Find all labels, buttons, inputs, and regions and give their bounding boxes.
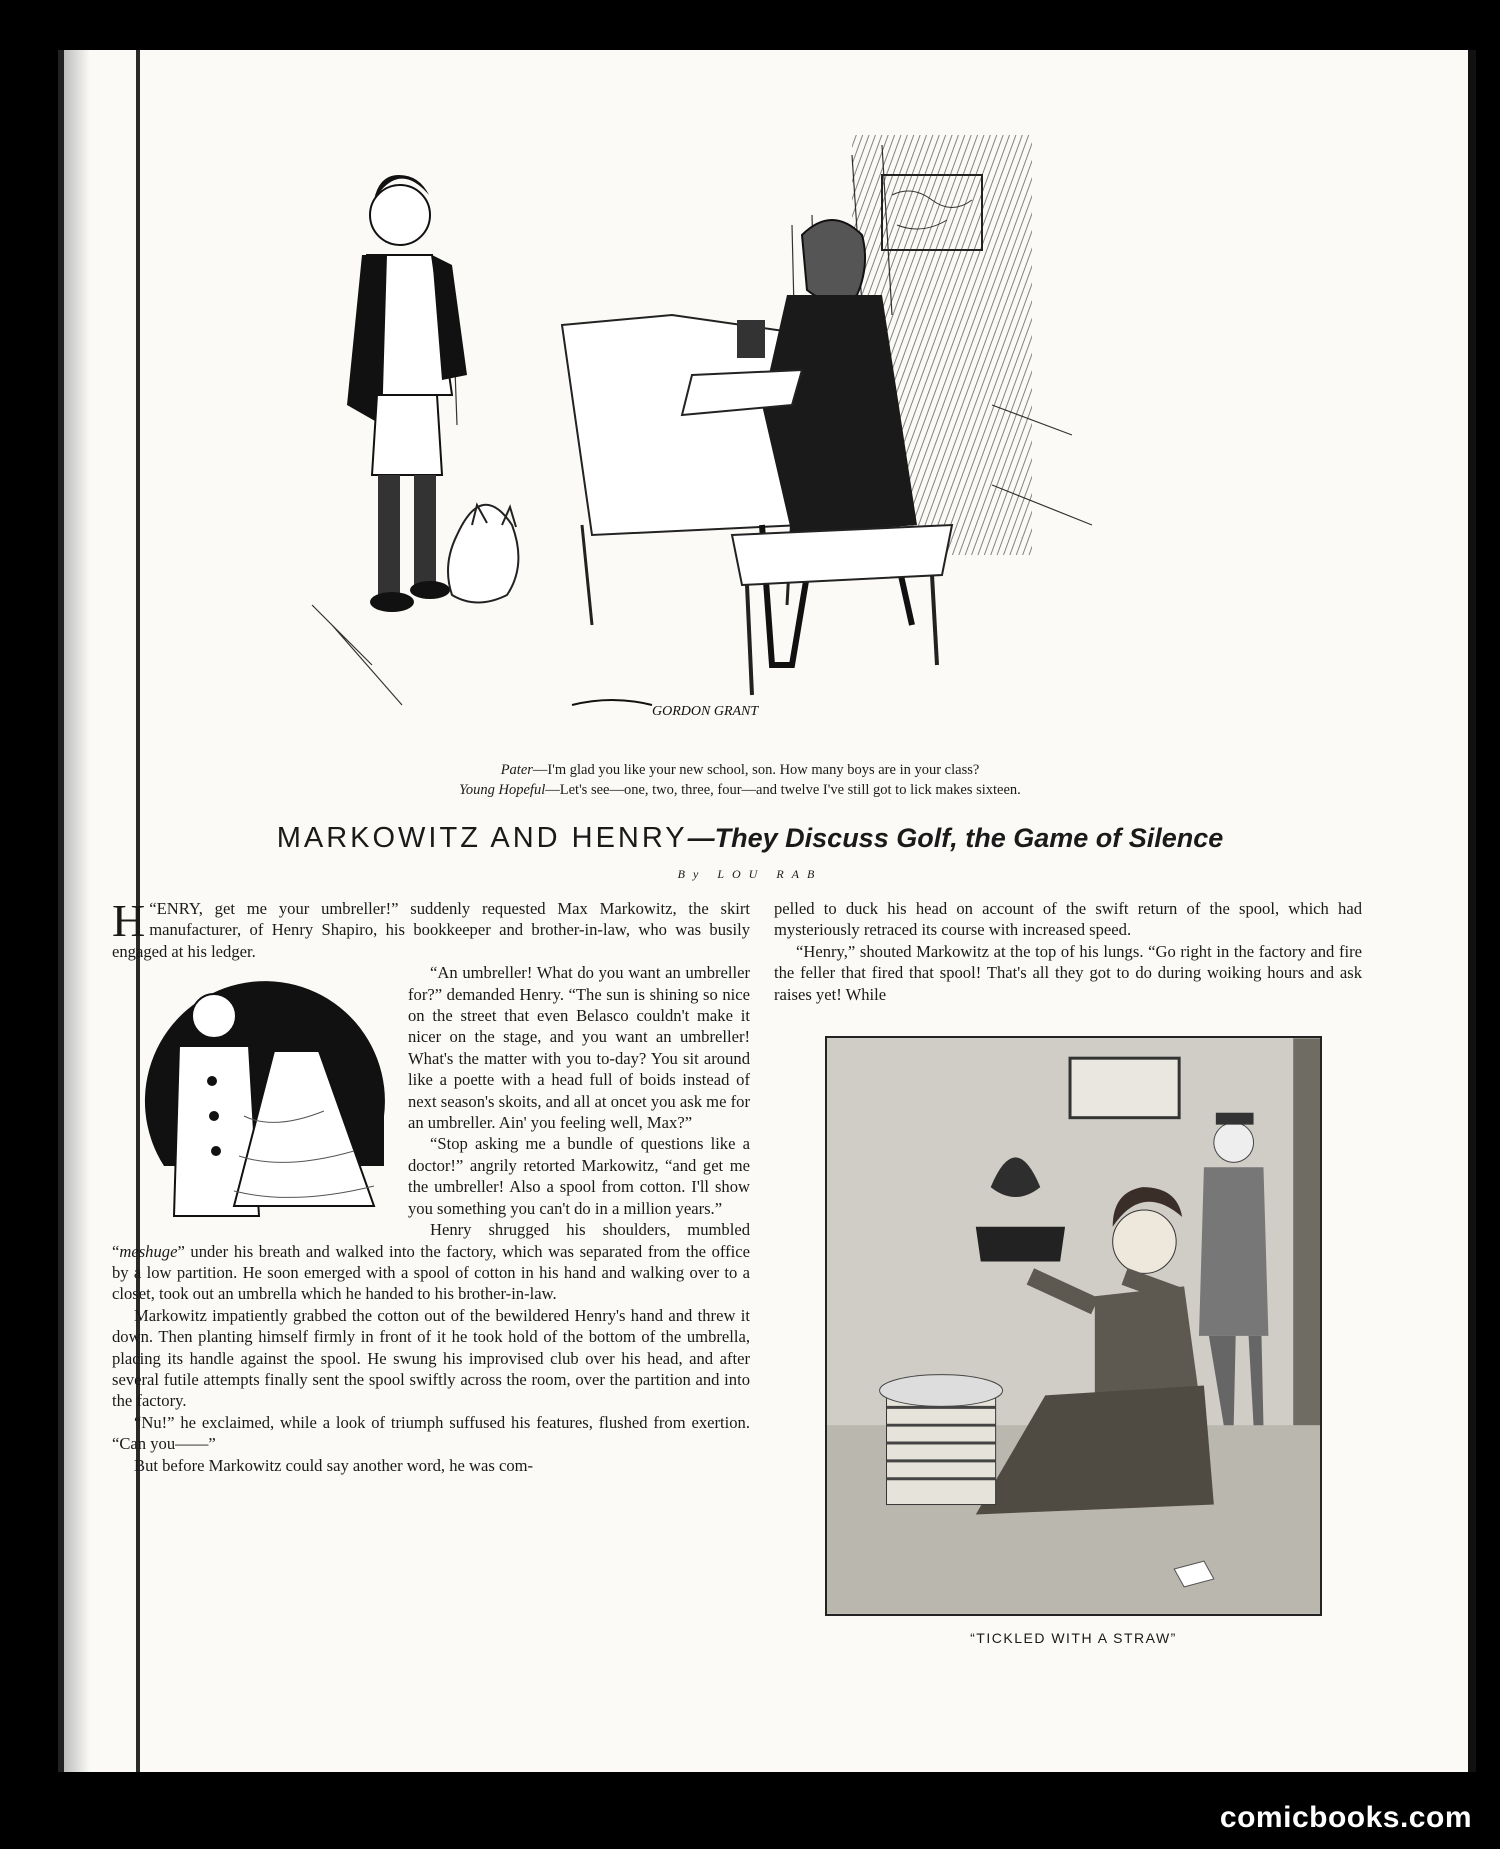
paragraph-1 <box>112 895 750 962</box>
paragraph-4 <box>112 1219 750 1305</box>
paragraph-r1: pelled to duck his head on account of the swift return of the spool, which had mysteriously retraced its course with increased speed. <box>774 899 1362 940</box>
article-headline <box>110 822 1390 855</box>
paragraph-4-emphasis: meshuge <box>119 1241 178 1261</box>
caption-text-2: —Let's see—one, two, three, four—and twelve I've still got to lick makes sixteen. <box>545 782 1021 798</box>
paragraph-2: “An umbreller! What do you want an umbreller for?” demanded Henry. “The sun is shining so nice on the street that even Belasco couldn't make it nicer on the stage, and you want an umbreller! What's the matter with you to-day? You sit around like a poette with a head full of boids instead of next season's skoits, and all at oncet you ask me for an umbreller. Ain' you feeling well, Max?” <box>408 963 750 1133</box>
paragraph-5: Markowitz impatiently grabbed the cotton out of the bewildered Henry's hand and threw it down. Then planting himself firmly in front of it he took hold of the bottom of the umbrella, placing its handle against the spool. He swung his improvised club over his head, and after several futile attempts finally sent the spool swiftly across the room, over the partition and into the factory. <box>112 1305 750 1411</box>
article-column-left <box>112 895 750 1476</box>
paragraph-7: But before Markowitz could say another word, he was com- <box>134 1455 534 1475</box>
drop-cap: H <box>112 895 146 946</box>
cartoon-caption <box>340 760 1140 800</box>
cartoon-signature: GORDON GRANT <box>652 704 759 719</box>
article-column-right <box>774 898 1362 1005</box>
paragraph-6: “Nu!” he exclaimed, while a look of triumph suffused his features, flushed from exertion. “Can you——” <box>112 1412 750 1454</box>
pierrot-illustration <box>134 966 392 1228</box>
caption-text-1: —I'm glad you like your new school, son. How many boys are in your class? <box>532 762 980 778</box>
tickled-photo-illustration <box>825 1036 1322 1616</box>
paragraph-4-text-b: ” under his breath and walked into the factory, which was separated from the office by a low partition. He soon emerged with a spool of cotton in his hand and walking over to a closet, took out an umbrella which he handed to his brother-in-law. <box>112 1241 750 1304</box>
caption-speaker-young-hopeful: Young Hopeful <box>459 782 546 798</box>
paragraph-1-text: ENRY, get me your umbreller!” suddenly requested Max Markowitz, the skirt manufacturer, of Henry Shapiro, his bookkeeper and brother-in-law, who was busily engaged at his ledger. <box>112 899 750 961</box>
article-subtitle: —They Discuss Golf, the Game of Silence <box>687 823 1224 853</box>
caption-line-2 <box>340 780 1140 800</box>
cartoon-illustration <box>292 105 1120 743</box>
article-title: MARKOWITZ AND HENRY <box>276 822 688 854</box>
gutter-shadow <box>64 50 90 1772</box>
watermark: comicbooks.com <box>1219 1801 1472 1834</box>
caption-line-1 <box>340 760 1140 780</box>
page-frame-edge <box>1468 50 1476 1772</box>
article-byline: By LOU RAB <box>677 867 823 881</box>
photo-caption: “TICKLED WITH A STRAW” <box>970 1630 1177 1646</box>
paragraph-4-text-a: Henry shrugged his shoulders, mumbled “ <box>112 1220 750 1261</box>
paragraph-r2: “Henry,” shouted Markowitz at the top of his lungs. “Go right in the factory and fire the feller that fired that spool! That's all they got to do during woiking hours and ask raises yet! While <box>774 941 1362 1004</box>
caption-speaker-pater: Pater <box>500 762 533 778</box>
opening-quote: “ <box>149 899 157 918</box>
paragraph-3: “Stop asking me a bundle of questions like a doctor!” angrily retorted Markowitz, “and get me the umbreller! Also a spool from cotton. I'll show you something you can't do in a million years.” <box>408 1134 750 1218</box>
